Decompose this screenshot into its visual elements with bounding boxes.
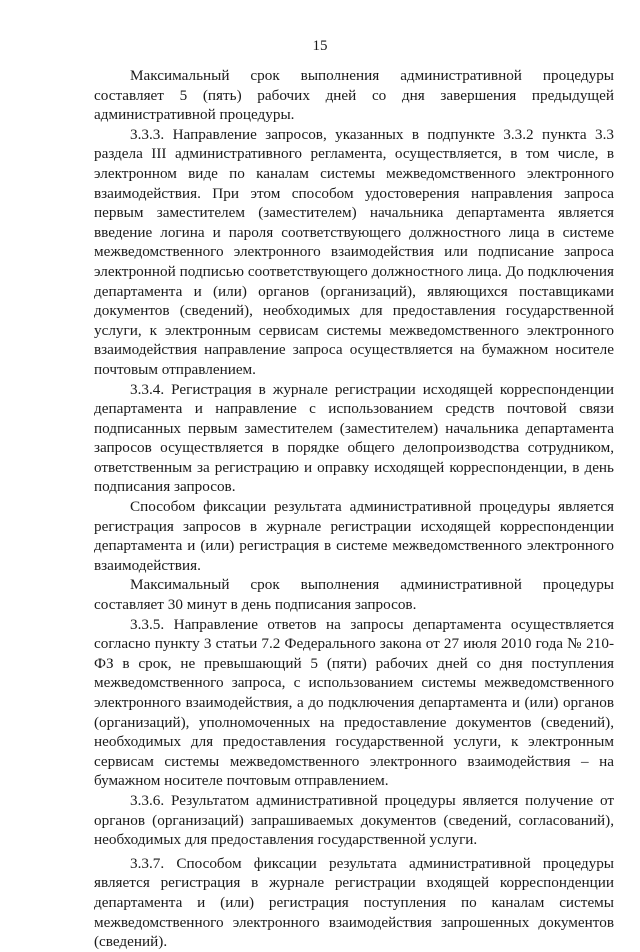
paragraph-max-term-2: Максимальный срок выполнения административной процедуры составляет 30 минут в день подписания запросов. (94, 576, 614, 614)
paragraph-3-3-6: 3.3.6. Результатом административной процедуры является получение от органов (организаций) запрашиваемых документов (сведений, согласований), необходимых для предоставления государственной услуги. (94, 791, 614, 849)
paragraph-3-3-5: 3.3.5. Направление ответов на запросы департамента осуществляется согласно пункту 3 статьи 7.2 Федерального закона от 27 июля 2010 года № 210-ФЗ в срок, не превышающий 5 (пяти) рабочих дней со дня поступления межведомственного запроса, с использованием системы межведомственного электронного взаимодействия, а до подключения департамента и (или) органов (организаций), уполномоченных на предоставление документов (сведений), необходимых для предоставления государственной услуги, к электронным сервисам системы межведомственного электронного взаимодействия – на бумажном носителе почтовым отправлением. (94, 615, 614, 790)
paragraph-max-term-1: Максимальный срок выполнения административной процедуры составляет 5 (пять) рабочих дней со дня завершения предыдущей административной процедуры. (94, 67, 614, 124)
document-body (94, 66, 614, 952)
paragraph-fixation-method: Способом фиксации результата административной процедуры является регистрация запросов в журнале регистрации исходящей корреспонденции департамента и (или) регистрация в системе межведомственного электронного взаимодействия. (94, 498, 614, 574)
paragraph-3-3-4: 3.3.4. Регистрация в журнале регистрации исходящей корреспонденции департамента и направление с использованием средств почтовой связи подписанных первым заместителем (заместителем) начальника департамента запросов осуществляется в порядке общего делопроизводства сотрудником, ответственным за регистрацию и оправку исходящей корреспонденции, в день подписания запросов. (94, 380, 614, 496)
paragraph-3-3-7: 3.3.7. Способом фиксации результата административной процедуры является регистрация в журнале регистрации входящей корреспонденции департамента и (или) регистрация поступления по каналам системы межведомственного электронного взаимодействия запрошенных документов (сведений). (94, 854, 614, 951)
paragraph-3-3-3: 3.3.3. Направление запросов, указанных в подпункте 3.3.2 пункта 3.3 раздела III административного регламента, осуществляется, в том числе, в электронном виде по каналам системы межведомственного электронного взаимодействия. При этом способом удостоверения направления запроса первым заместителем (заместителем) начальника департамента является введение логина и пароля соответствующего должностного лица в системе межведомственного электронного взаимодействия или подписание запроса электронной подписью соответствующего должностного лица. До подключения департамента и (или) органов (организаций), являющихся поставщиками документов (сведений), необходимых для предоставления государственной услуги, к электронным сервисам системы межведомственного электронного взаимодействия направление запроса осуществляется на бумажном носителе почтовым отправлением. (94, 125, 614, 378)
page-number: 15 (312, 38, 328, 54)
